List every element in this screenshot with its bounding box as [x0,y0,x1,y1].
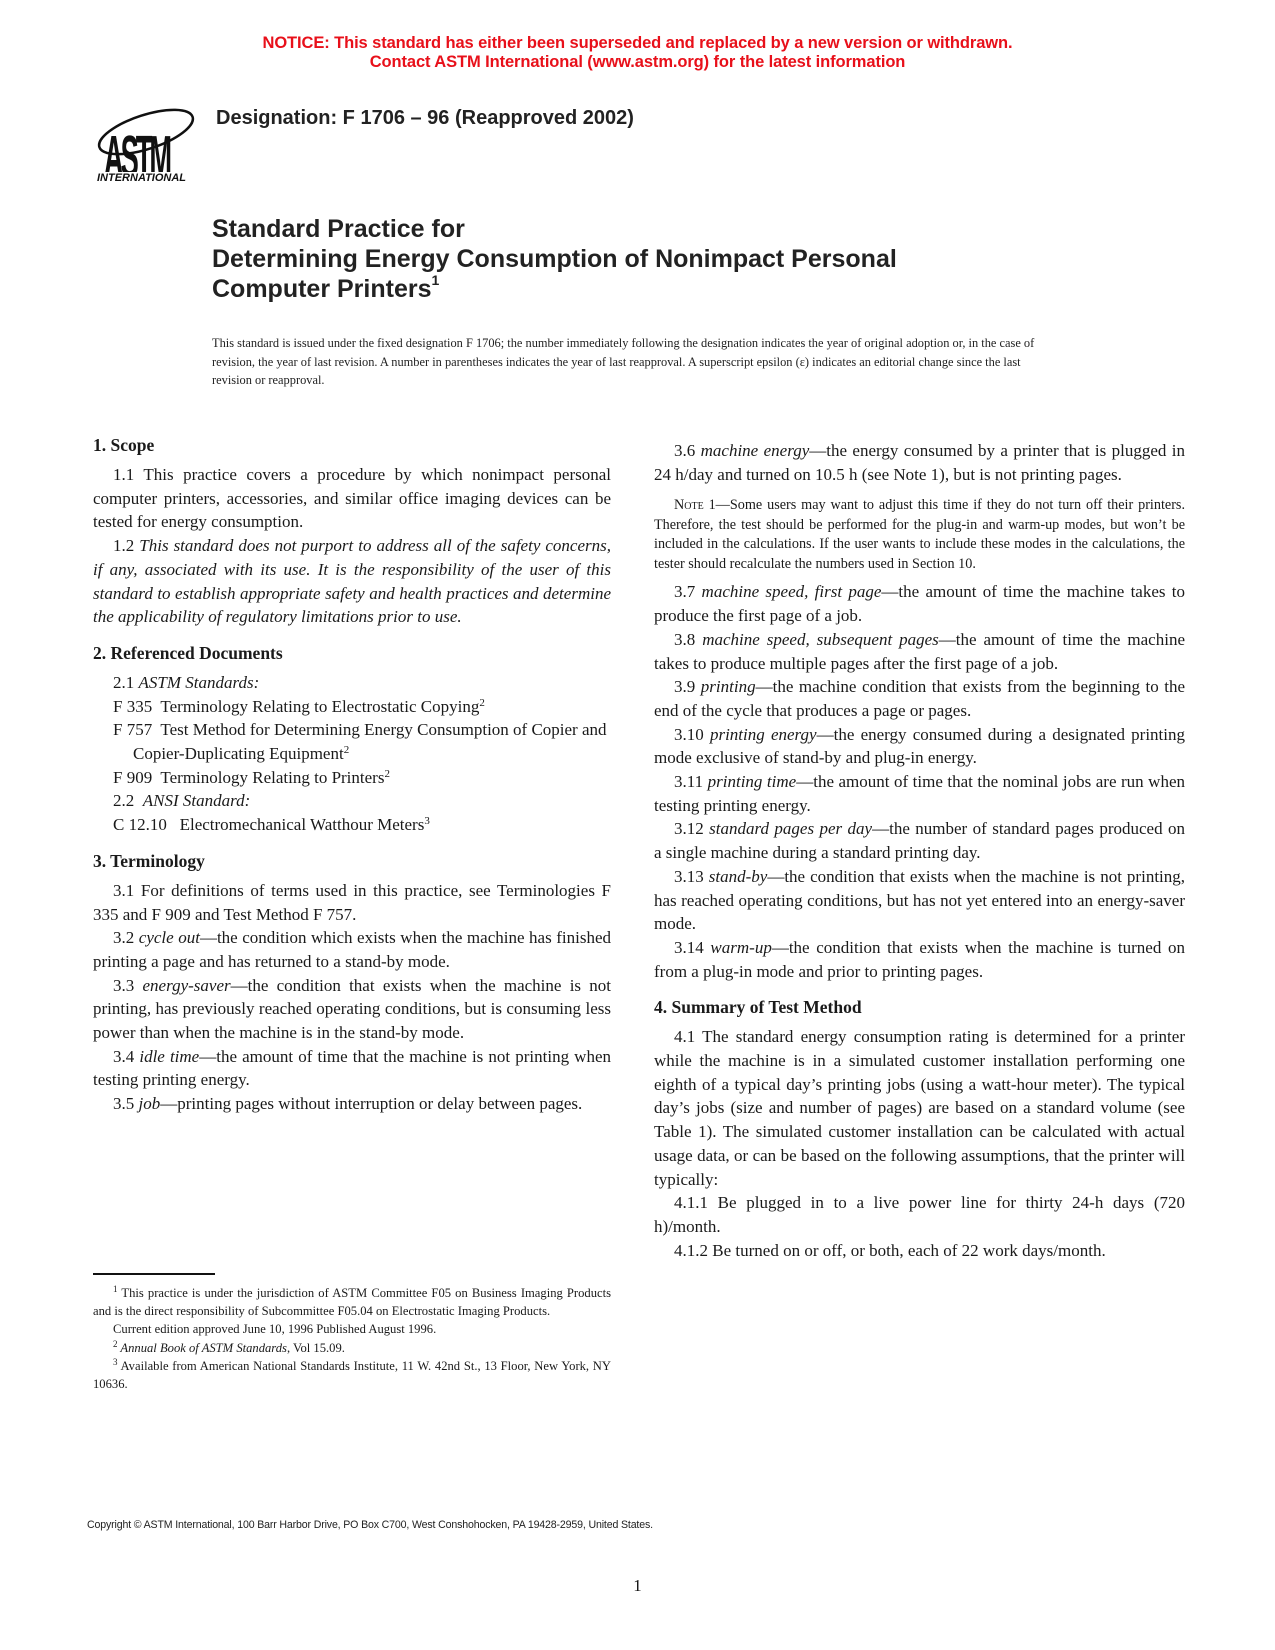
section-heading-summary: 4. Summary of Test Method [654,997,862,1018]
preamble: This standard is issued under the fixed designation F 1706; the number immediately following the designation indicates the year of original adoption or, in the case of revision, the year of last revision. A number in parentheses indicates the year of last reapproval. A superscript epsilon (ε) indicates an editorial change since the last revision or reapproval. [212,336,1035,387]
title-footnote-ref[interactable]: 1 [431,272,440,288]
title-line-1: Standard Practice for [212,215,465,243]
footnote-3: $^3$ Available from American National Standards Institute, 11 W. 42nd St., 13 Floor, New York, NY 10636. [93,1356,611,1392]
notice-line-1: NOTICE: This standard has either been superseded and replaced by a new version or withdrawn. [262,34,1013,52]
para-2-2: 2.2 ANSI Standard: [113,791,251,811]
para-2-1: 2.1 ASTM Standards: [113,672,260,692]
para-3-1: 3.1 For definitions of terms used in this practice, see Terminologies F 335 and F 909 and Test Method F 757. [93,880,611,924]
designation: Designation: F 1706 – 96 (Reapproved 2002) [216,107,634,129]
term-3-10: 3.10 printing energy—the energy consumed during a designated printing mode exclusive of stand-by and plug-in energy. [654,724,1185,768]
footnote-ref[interactable]: 3 [424,815,430,828]
section-heading-terminology: 3. Terminology [93,850,205,871]
term-3-7: 3.7 machine speed, first page—the amount of time the machine takes to produce the first page of a job. [654,582,1186,626]
term-3-9: 3.9 printing—the machine condition that exists from the beginning to the end of the cycle that produces a page or pages. [654,677,1186,720]
term-3-5: 3.5 job—printing pages without interruption or delay between pages. [113,1094,583,1114]
term-3-4: 3.4 idle time—the amount of time that the machine is not printing when testing printing energy. [93,1046,611,1090]
term-3-8: 3.8 machine speed, subsequent pages—the amount of time the machine takes to produce multiple pages after the first page of a job. [654,629,1185,673]
para-1-2: 1.2 This standard does not purport to address all of the safety concerns, if any, associated with its use. It is the responsibility of the user of this standard to establish appropriate safety and health practices and determine the applicability of regulatory limitations prior to use. [93,536,612,627]
title-line-3: Computer Printers$^1$ [212,272,440,303]
left-column [93,433,611,1116]
logo-caption: INTERNATIONAL [97,172,187,184]
copyright-notice: Copyright © ASTM International, 100 Barr Harbor Drive, PO Box C700, West Conshohocken, PA 19428-2959, United States. [87,1519,653,1531]
notice-line-2: Contact ASTM International (www.astm.org) for the latest information [369,53,906,71]
title-line-2: Determining Energy Consumption of Nonimpact Personal [212,245,897,273]
svg-text:ASTM: ASTM [103,123,173,172]
term-3-14: 3.14 warm-up—the condition that exists when the machine is turned on from a plug-in mode and prior to printing pages. [654,937,1186,981]
right-column [654,433,1185,1262]
term-3-6: 3.6 machine energy—the energy consumed by a printer that is plugged in 24 h/day and turned on 10.5 h (see Note 1), but is not printing pages. [654,441,1186,484]
para-1-1: 1.1 This practice covers a procedure by which nonimpact personal computer printers, accessories, and similar office imaging devices can be tested for energy consumption. [93,465,611,532]
footnote-2: $^2$ Annual Book of ASTM Standards, Vol 15.09. [113,1338,345,1355]
section-heading-scope: 1. Scope [93,435,155,455]
term-3-12: 3.12 standard pages per day—the number of standard pages produced on a single machine during a standard printing day. [654,819,1185,863]
page-number: 1 [633,1576,642,1595]
ref-c12-10: C 12.10 Electromechanical Watthour Meters$^3$ [113,815,430,835]
note-1: Note 1—Some users may want to adjust this time if they do not turn off their printers. Therefore, the test should be performed for the plug-in and warm-up modes, but won’t be included in the calculations. If the user wants to include these modes in the calculations, the tester should recalculate the numbers used in Section 10. [654,497,1185,572]
term-3-13: 3.13 stand-by—the condition that exists when the machine is not printing, has reached operating conditions, but has not yet entered into an energy-saver mode. [654,866,1186,934]
para-4-1-2: 4.1.2 Be turned on or off, or both, each of 22 work days/month. [674,1240,1106,1260]
ref-f909: F 909 Terminology Relating to Printers$^2$ [113,767,390,787]
withdrawal-notice [0,34,1275,72]
para-4-1-1: 4.1.1 Be plugged in to a live power line for thirty 24-h days (720 h)/month. [654,1193,1185,1236]
term-3-3: 3.3 energy-saver—the condition that exists when the machine is not printing, has previously reached operating conditions, but is consuming less power than when the machine is in the stand-by mode. [93,975,612,1043]
section-heading-referenced-documents: 2. Referenced Documents [93,642,283,663]
footnote-ref[interactable]: 2 [343,744,350,757]
para-4-1: 4.1 The standard energy consumption rating is determined for a printer while the machine is in a simulated customer installation performing one eighth of a typical day’s printing jobs (using a watt-hour meter). The typical day’s jobs (size and number of pages) are based on a standard volume (see Table 1). The simulated customer installation can be calculated with actual usage data, or can be based on the following assumptions, that the printer will typically: [654,1027,1185,1189]
footnote-divider [93,1273,215,1275]
document-title [212,214,897,304]
footnote-1: $^1$ This practice is under the jurisdiction of ASTM Committee F05 on Business Imaging Products and is the direct responsibility of Subcommittee F05.04 on Electrostatic Imaging Products. [93,1284,611,1319]
footnote-ref[interactable]: 2 [384,767,390,780]
term-3-2: 3.2 cycle out—the condition which exists when the machine has finished printing a page and has returned to a stand-by mode. [93,928,611,971]
ref-f335: F 335 Terminology Relating to Electrostatic Copying$^2$ [113,696,485,716]
footnote-ref[interactable]: 2 [479,696,485,709]
footnote-1-edition: Current edition approved June 10, 1996 Published August 1996. [113,1322,437,1337]
footnotes [93,1284,611,1393]
term-3-11: 3.11 printing time—the amount of time that the nominal jobs are run when testing printing energy. [654,772,1186,815]
ref-f757: F 757 Test Method for Determining Energy Consumption of Copier and Copier-Duplicating Equipment$^2$ [113,720,607,764]
